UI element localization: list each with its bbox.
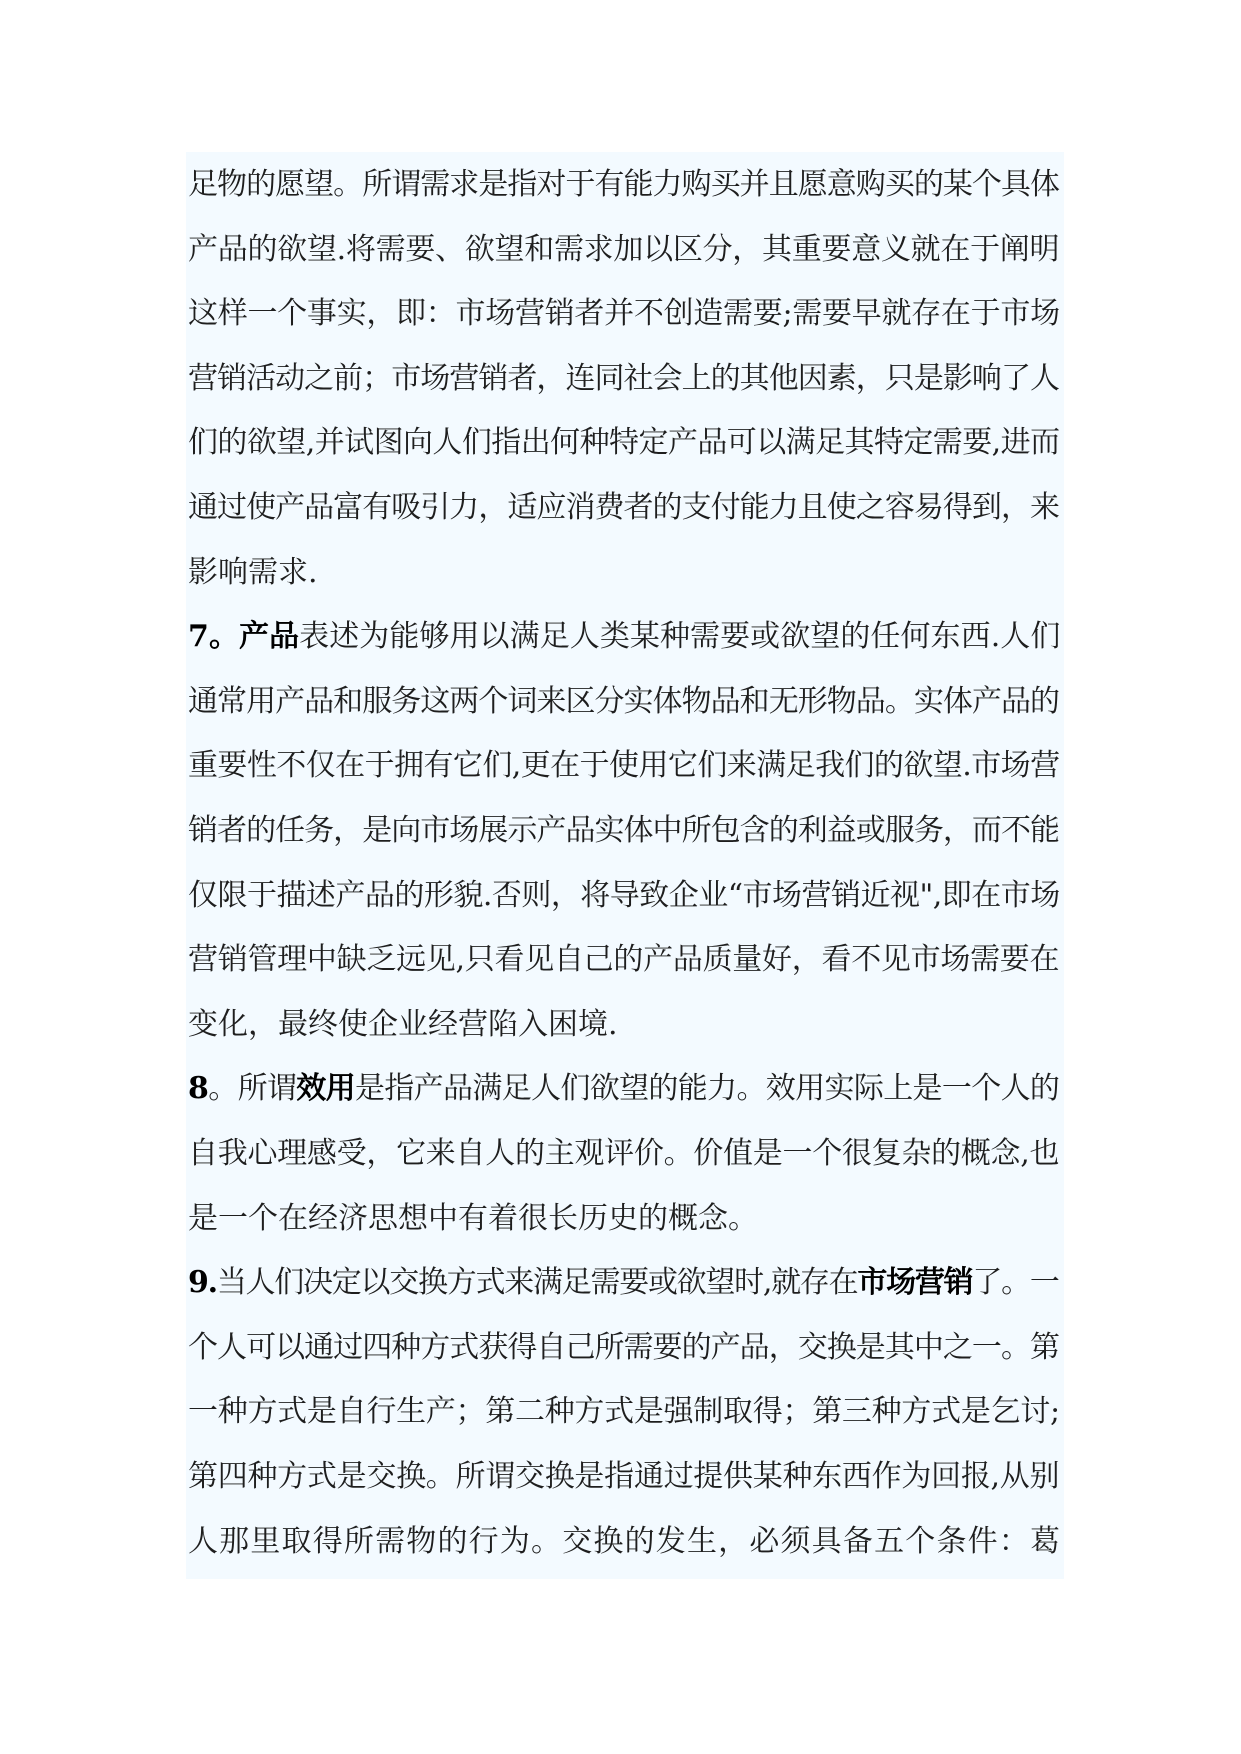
text-segment: 们的欲望,并试图向人们指出何种特定产品可以满足其特定需要,进而 bbox=[188, 425, 1060, 461]
text-segment: 销者的任务，是向市场展示产品实体中所包含的利益或服务，而不能 bbox=[188, 813, 1060, 848]
text-segment: 第四种方式是交换。所谓交换是指通过提供某种东西作为回报,从别 bbox=[188, 1459, 1060, 1494]
text-segment: 通常用产品和服务这两个词来区分实体物品和无形物品。实体产品的 bbox=[188, 683, 1060, 719]
text-line bbox=[188, 679, 1059, 725]
text-segment: 人那里取得所需物的行为。交换的发生，必须具备五个条件：葛 bbox=[188, 1523, 1062, 1559]
text-segment: 当人们决定以交换方式来满足需要或欲望时,就存在 bbox=[216, 1265, 858, 1301]
text-line bbox=[188, 1066, 1059, 1112]
bold-text-segment: 8 bbox=[188, 1071, 209, 1107]
text-line bbox=[188, 937, 1059, 983]
text-segment: 这样一个事实，即：市场营销者并不创造需要;需要早就存在于市场 bbox=[188, 296, 1060, 332]
text-segment: 仅限于描述产品的形貌.否则，将导致企业“市场营销近视",即在市场 bbox=[188, 877, 1060, 913]
text-segment: 营销活动之前；市场营销者，连同社会上的其他因素，只是影响了人 bbox=[188, 360, 1060, 396]
text-segment: 表述为能够用以满足人类某种需要或欲望的任何东西.人们 bbox=[299, 619, 1061, 655]
bold-text-segment: 产品 bbox=[239, 619, 300, 655]
text-segment: 通过使产品富有吸引力，适应消费者的支付能力且使之容易得到，来 bbox=[188, 490, 1060, 525]
text-segment: 足物的愿望。所谓需求是指对于有能力购买并且愿意购买的某个具体 bbox=[188, 167, 1060, 202]
text-line bbox=[188, 743, 1060, 789]
text-line bbox=[188, 550, 318, 596]
bold-text-segment: 效用 bbox=[296, 1071, 355, 1107]
text-line bbox=[188, 873, 1060, 919]
text-segment: 影响需求. bbox=[188, 554, 318, 590]
text-line bbox=[188, 1325, 1059, 1371]
text-segment: 个人可以通过四种方式获得自己所需要的产品，交换是其中之一。第 bbox=[188, 1329, 1060, 1365]
text-line bbox=[188, 291, 1060, 337]
highlighted-text-block bbox=[186, 152, 1064, 1579]
bold-text-segment: 7。 bbox=[188, 619, 240, 655]
text-line bbox=[188, 162, 1059, 208]
text-line bbox=[188, 1389, 1060, 1435]
bold-text-segment: 9. bbox=[188, 1265, 217, 1301]
bold-text-segment: 市场营销 bbox=[857, 1265, 973, 1301]
text-segment: 营销管理中缺乏远见,只看见自己的产品质量好，看不见市场需要在 bbox=[188, 942, 1060, 978]
text-line bbox=[188, 1260, 1059, 1306]
text-segment: 。所谓 bbox=[208, 1071, 297, 1107]
text-segment: 产品的欲望.将需要、欲望和需求加以区分，其重要意义就在于阐明 bbox=[188, 231, 1060, 267]
text-segment: 了。一 bbox=[972, 1265, 1059, 1301]
text-line bbox=[188, 1454, 1059, 1500]
text-segment: 重要性不仅在于拥有它们,更在于使用它们来满足我们的欲望.市场营 bbox=[188, 748, 1060, 784]
text-line bbox=[188, 1196, 758, 1242]
text-line bbox=[188, 614, 1060, 660]
text-segment: 是指产品满足人们欲望的能力。效用实际上是一个人的 bbox=[354, 1071, 1060, 1107]
text-segment: 一种方式是自行生产；第二种方式是强制取得；第三种方式是乞讨; bbox=[188, 1394, 1060, 1430]
text-segment: 变化，最终使企业经营陷入困境. bbox=[188, 1006, 618, 1042]
text-segment: 是一个在经济思想中有着很长历史的概念。 bbox=[188, 1200, 758, 1236]
text-line bbox=[188, 1002, 618, 1048]
text-line bbox=[188, 1519, 1061, 1565]
text-line bbox=[188, 420, 1060, 466]
text-line bbox=[188, 808, 1059, 854]
text-line bbox=[188, 227, 1059, 273]
text-line bbox=[188, 356, 1059, 402]
text-segment: 自我心理感受，它来自人的主观评价。价值是一个很复杂的概念,也 bbox=[188, 1136, 1060, 1171]
text-line bbox=[188, 1131, 1059, 1177]
text-line bbox=[188, 485, 1059, 531]
